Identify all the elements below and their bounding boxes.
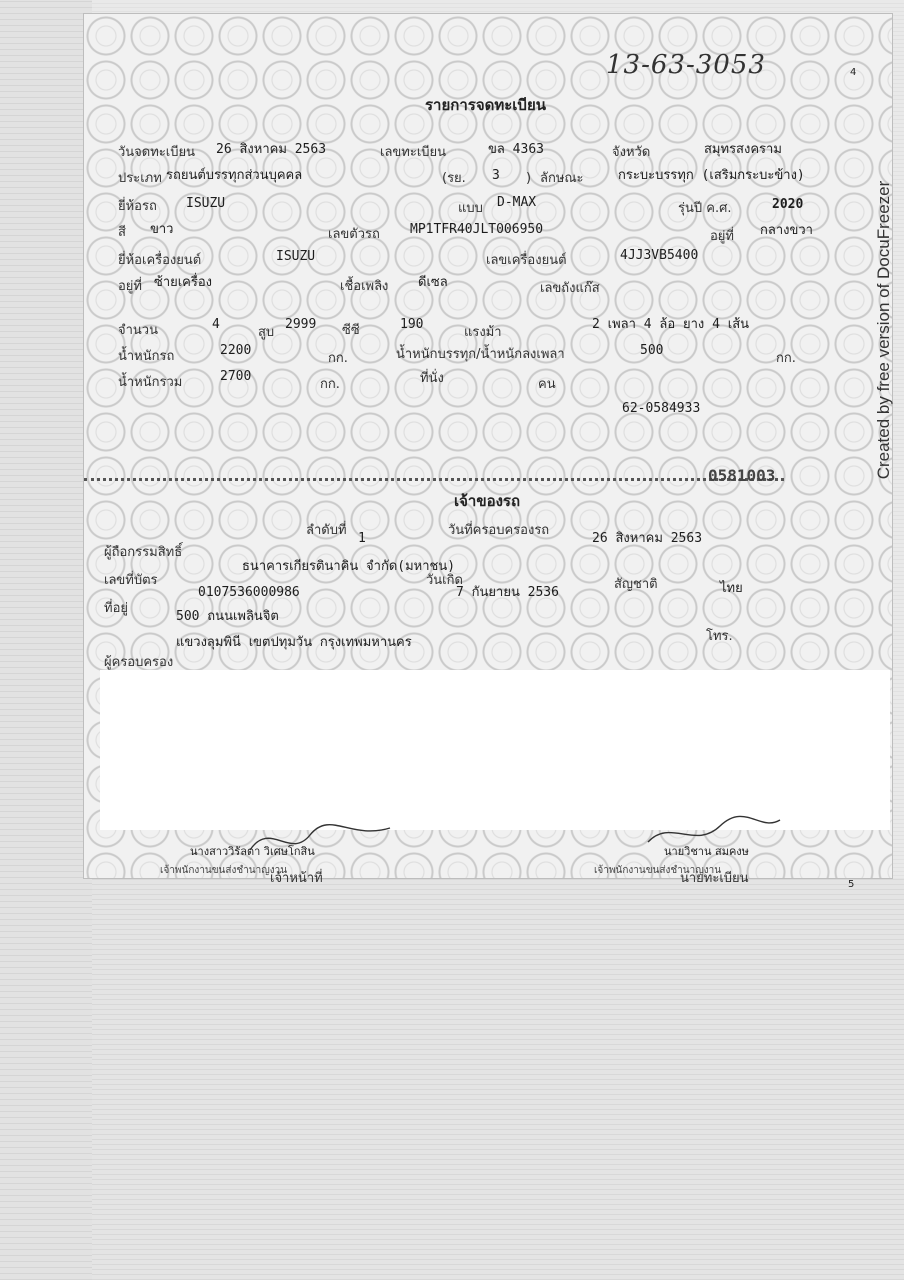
left-signer-name: นางสาววิรัลดา วิเศษโกสิน [190, 845, 315, 858]
birth-label: วันเกิด [426, 573, 463, 588]
seats-label: ที่นั่ง [420, 371, 444, 386]
docufreezer-watermark: Created by free version of DocuFreezer [874, 180, 893, 480]
unit-kg-2: กก. [776, 351, 796, 366]
cylinders-label: สูบ [258, 325, 275, 340]
count-label: จำนวน [118, 323, 158, 338]
left-signer-subrole: เจ้าพนักงานขนส่งชำนาญงาน [160, 865, 288, 876]
address-line-1: 500 ถนนเพลินจิต [176, 609, 279, 624]
left-signer-role: เจ้าหน้าที่ [270, 871, 323, 886]
right-signer-subrole: เจ้าพนักงานขนส่งชำนาญงาน [594, 865, 722, 876]
holder-label: ผู้ถือกรรมสิทธิ์ [104, 545, 183, 560]
province: สมุทรสงคราม [704, 142, 782, 157]
ry-close: ) [526, 171, 532, 186]
nationality-label: สัญชาติ [614, 577, 658, 592]
color: ขาว [150, 222, 174, 237]
engine-cc: 2999 [285, 317, 317, 332]
possessor-label: ผู้ครอบครอง [104, 655, 174, 670]
horsepower: 190 [400, 317, 424, 332]
cut-number: 0581003 [708, 466, 776, 485]
hp-label: แรงม้า [464, 325, 502, 340]
address-line-2: แขวงลุมพินี เขตปทุมวัน กรุงเทพมหานคร [176, 635, 412, 650]
feature-label: ลักษณะ [540, 171, 584, 186]
chassis-location: กลางขวา [760, 223, 813, 238]
reg-date: 26 สิงหาคม 2563 [216, 142, 327, 157]
left-signature-scribble [240, 810, 410, 870]
vehicle-type: รถยนต์บรรทุกส่วนบุคคล [166, 168, 303, 183]
chassis-loc-label: อยู่ที่ [710, 229, 734, 244]
page-title: รายการจดทะเบียน [425, 96, 546, 114]
engine-brand-label: ยี่ห้อเครื่องยนต์ [118, 253, 202, 268]
card-label: เลขที่บัตร [104, 573, 158, 588]
unit-kg-3: กก. [320, 377, 340, 392]
nationality: ไทย [720, 581, 743, 596]
model-year: 2020 [772, 197, 804, 212]
perforation-line [84, 478, 784, 481]
engine-brand: ISUZU [276, 249, 316, 264]
address-label: ที่อยู่ [104, 601, 128, 616]
axles-wheels: 2 เพลา 4 ล้อ ยาง 4 เส้น [592, 317, 750, 332]
page-number-bottom: 5 [848, 879, 855, 890]
model: D-MAX [497, 195, 537, 210]
plate-number: ขล 4363 [488, 142, 544, 157]
vehicle-weight: 2200 [220, 343, 252, 358]
weight-label: น้ำหนักรถ [118, 349, 175, 364]
engine-loc-label: อยู่ที่ [118, 279, 142, 294]
brand: ISUZU [186, 196, 226, 211]
engine-location: ซ้ายเครื่อง [154, 275, 213, 290]
reg-date-label: วันจดทะเบียน [118, 145, 195, 160]
engine-number: 4JJ3VB5400 [620, 248, 699, 263]
chassis-number: MP1TFR40JLT006950 [410, 222, 544, 237]
total-weight-label: น้ำหนักรวม [118, 375, 183, 390]
holder-name: ธนาคารเกียรตินาคิน จำกัด(มหาชน) [242, 559, 456, 574]
model-label: แบบ [458, 201, 483, 216]
model-year-label: รุ่นปี ค.ศ. [678, 201, 732, 216]
cylinders: 4 [212, 317, 220, 332]
handwritten-number: 13-63-3053 [606, 50, 766, 80]
phone-label: โทร. [706, 629, 733, 644]
ry-label: (รย. [442, 171, 466, 186]
type-label: ประเภท [118, 171, 162, 186]
fuel-label: เชื้อเพลิง [340, 279, 389, 294]
lower-blank-sheet [92, 878, 904, 1280]
possess-date: 26 สิงหาคม 2563 [592, 531, 703, 546]
page-number-top: 4 [850, 67, 857, 78]
load-label: น้ำหนักบรรทุก/น้ำหนักลงเพลา [396, 347, 565, 362]
birth-date: 7 กันยายน 2536 [456, 585, 559, 600]
card-number: 0107536000986 [198, 585, 300, 600]
right-signer-role: นายทะเบียน [680, 871, 749, 886]
cc-label: ซีซี [342, 323, 360, 338]
owner-section-title: เจ้าของรถ [454, 492, 521, 510]
engine-no-label: เลขเครื่องยนต์ [486, 253, 567, 268]
vehicle-feature: กระบะบรรทุก (เสริมกระบะข้าง) [618, 168, 805, 183]
seq-label: ลำดับที่ [306, 523, 347, 538]
fuel: ดีเซล [418, 275, 448, 290]
gas-tank-label: เลขถังแก๊ส [540, 281, 600, 296]
chassis-label: เลขตัวรถ [328, 227, 380, 242]
seq-number: 1 [358, 531, 366, 546]
seats-unit: คน [538, 377, 556, 392]
possess-date-label: วันที่ครอบครองรถ [448, 523, 550, 538]
unit-kg-1: กก. [328, 351, 348, 366]
ry-value: 3 [492, 168, 500, 183]
load-weight: 500 [640, 343, 664, 358]
total-weight: 2700 [220, 369, 252, 384]
adjacent-page-strip [0, 0, 92, 1280]
brand-label: ยี่ห้อรถ [118, 199, 157, 214]
province-label: จังหวัด [612, 145, 651, 160]
color-label: สี [118, 225, 126, 240]
plate-label: เลขทะเบียน [380, 145, 447, 160]
reference-number: 62-0584933 [622, 401, 701, 416]
right-signer-name: นายวิชาน สมคงษ [664, 845, 749, 858]
